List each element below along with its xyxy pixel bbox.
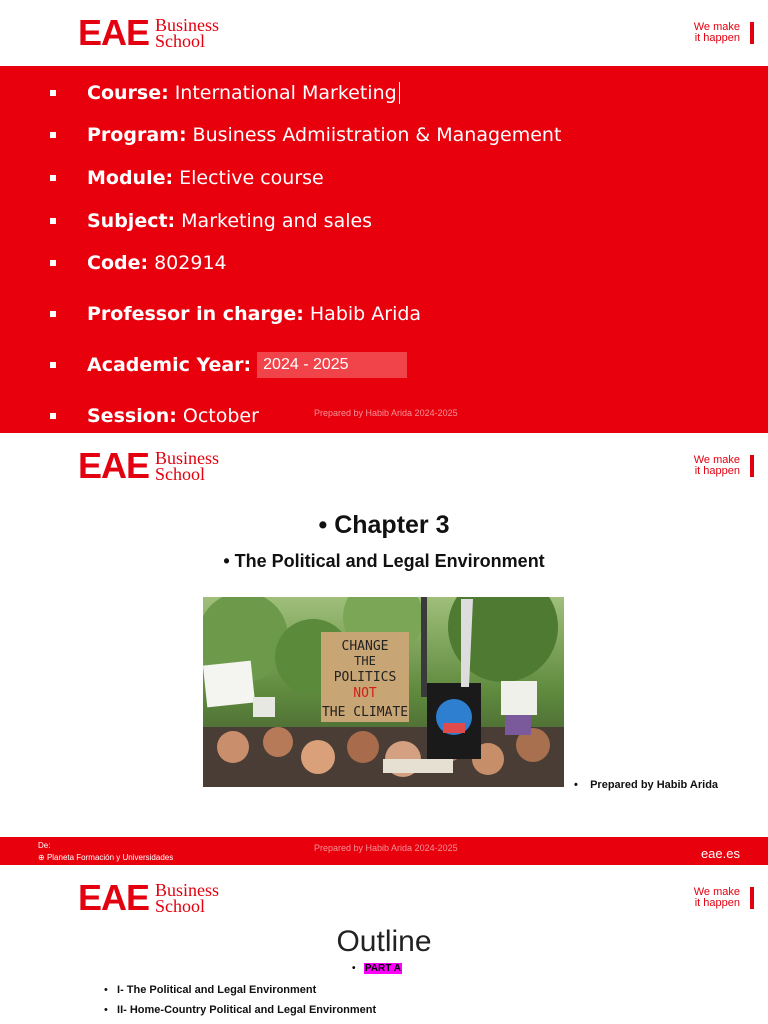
chapter-subtitle-text: The Political and Legal Environment bbox=[234, 551, 545, 571]
sign-line-the: THE bbox=[354, 654, 376, 668]
footer-planeta bbox=[38, 853, 173, 862]
academic-year-value: 2024 - 2025 bbox=[257, 352, 407, 378]
prepared-by-text: Prepared by Habib Arida bbox=[590, 779, 719, 791]
tagline bbox=[694, 455, 754, 477]
part-a-highlight: PART A bbox=[364, 963, 401, 974]
item-label: Module: bbox=[87, 167, 174, 189]
tagline-line1: We make bbox=[693, 886, 740, 898]
item-value: Habib Arida bbox=[309, 303, 422, 325]
item-label: Subject: bbox=[87, 210, 176, 232]
logo-eae-text: EAE bbox=[78, 12, 150, 53]
item-value: Elective course bbox=[179, 167, 324, 189]
tagline-line2: it happen bbox=[694, 897, 740, 909]
course-item bbox=[50, 82, 400, 104]
item-value: 802914 bbox=[154, 252, 227, 274]
sign-line-change: CHANGE bbox=[341, 639, 389, 654]
item-label: Academic Year: bbox=[87, 354, 252, 376]
footer-site: eae.es bbox=[700, 846, 740, 861]
bullet-square bbox=[50, 260, 56, 266]
tagline-line2: it happen bbox=[694, 32, 740, 44]
logo-line-school: School bbox=[155, 464, 206, 484]
tagline bbox=[694, 22, 754, 44]
footer-de: De: bbox=[38, 841, 51, 850]
bullet-square bbox=[50, 90, 56, 96]
outline-item-text: I- The Political and Legal Environment bbox=[117, 984, 317, 996]
code-item bbox=[50, 252, 227, 274]
eae-logo bbox=[78, 877, 220, 918]
eae-logo bbox=[78, 445, 220, 486]
tagline-line1: We make bbox=[693, 21, 740, 33]
logo-eae-text: EAE bbox=[78, 877, 150, 918]
logo-line-school: School bbox=[155, 896, 206, 916]
academic-year-item bbox=[50, 352, 407, 378]
professor-item bbox=[50, 303, 421, 325]
outline-title: Outline bbox=[336, 925, 432, 958]
eae-logo bbox=[78, 12, 220, 53]
item-value: International Marketing bbox=[174, 82, 397, 104]
slide-chapter bbox=[0, 433, 768, 865]
text-cursor bbox=[399, 82, 400, 104]
chapter-title: • Chapter 3 bbox=[318, 511, 450, 539]
slide-outline bbox=[0, 865, 768, 1024]
logo-business-school bbox=[155, 450, 219, 482]
watermark-text: Prepared by Habib Arida 2024-2025 bbox=[314, 843, 458, 853]
bullet-square bbox=[50, 175, 56, 181]
item-value: Business Admiistration & Management bbox=[192, 124, 562, 146]
tagline-line1: We make bbox=[693, 454, 740, 466]
slide-header bbox=[0, 433, 768, 499]
sign-line-politics: POLITICS bbox=[333, 670, 397, 685]
item-label: Course: bbox=[87, 82, 169, 104]
item-label: Code: bbox=[87, 252, 149, 274]
watermark-text: Prepared by Habib Arida 2024-2025 bbox=[314, 408, 458, 418]
slide-course-info bbox=[0, 0, 768, 433]
chapter-title-text: Chapter 3 bbox=[334, 511, 450, 539]
item-label: Session: bbox=[87, 405, 177, 427]
logo-line-business: Business bbox=[155, 880, 220, 900]
bullet-square bbox=[50, 218, 56, 224]
item-label: Program: bbox=[87, 124, 187, 146]
item-label: Professor in charge: bbox=[87, 303, 304, 325]
globe-icon: ⊕ bbox=[38, 853, 45, 862]
logo-eae-text: EAE bbox=[78, 445, 150, 486]
logo-business-school bbox=[155, 882, 219, 914]
sign-line-climate: THE CLIMATE bbox=[321, 705, 409, 720]
protest-photo-image bbox=[203, 597, 564, 787]
bullet-square bbox=[50, 132, 56, 138]
outline-item-text: II- Home-Country Political and Legal Environment bbox=[117, 1004, 377, 1016]
sign-line-not: NOT bbox=[353, 686, 377, 701]
logo-business-school bbox=[155, 17, 219, 49]
logo-line-school: School bbox=[155, 31, 206, 51]
tagline bbox=[694, 887, 754, 909]
module-item bbox=[50, 167, 324, 189]
item-value: October bbox=[182, 405, 259, 427]
protest-photo bbox=[203, 597, 564, 787]
session-item bbox=[50, 405, 259, 427]
outline-item: • II- Home-Country Political and Legal Environment bbox=[104, 1004, 377, 1016]
subject-item bbox=[50, 210, 372, 232]
tagline-line2: it happen bbox=[694, 465, 740, 477]
footer-planeta-text: Planeta Formación y Universidades bbox=[46, 853, 174, 862]
bullet-square bbox=[50, 311, 56, 317]
outline-item: • I- The Political and Legal Environment bbox=[104, 984, 317, 996]
prepared-by: • Prepared by Habib Arida bbox=[574, 779, 719, 791]
bullet-square bbox=[50, 362, 56, 368]
slide-header bbox=[0, 0, 768, 66]
slide-footer bbox=[0, 837, 768, 865]
chapter-subtitle: • The Political and Legal Environment bbox=[223, 551, 545, 571]
slide-header bbox=[0, 865, 768, 931]
item-value: Marketing and sales bbox=[181, 210, 373, 232]
program-item bbox=[50, 124, 561, 146]
part-a-label: • PART A bbox=[352, 963, 401, 974]
bullet-square bbox=[50, 413, 56, 419]
logo-line-business: Business bbox=[155, 448, 220, 468]
logo-line-business: Business bbox=[155, 15, 220, 35]
